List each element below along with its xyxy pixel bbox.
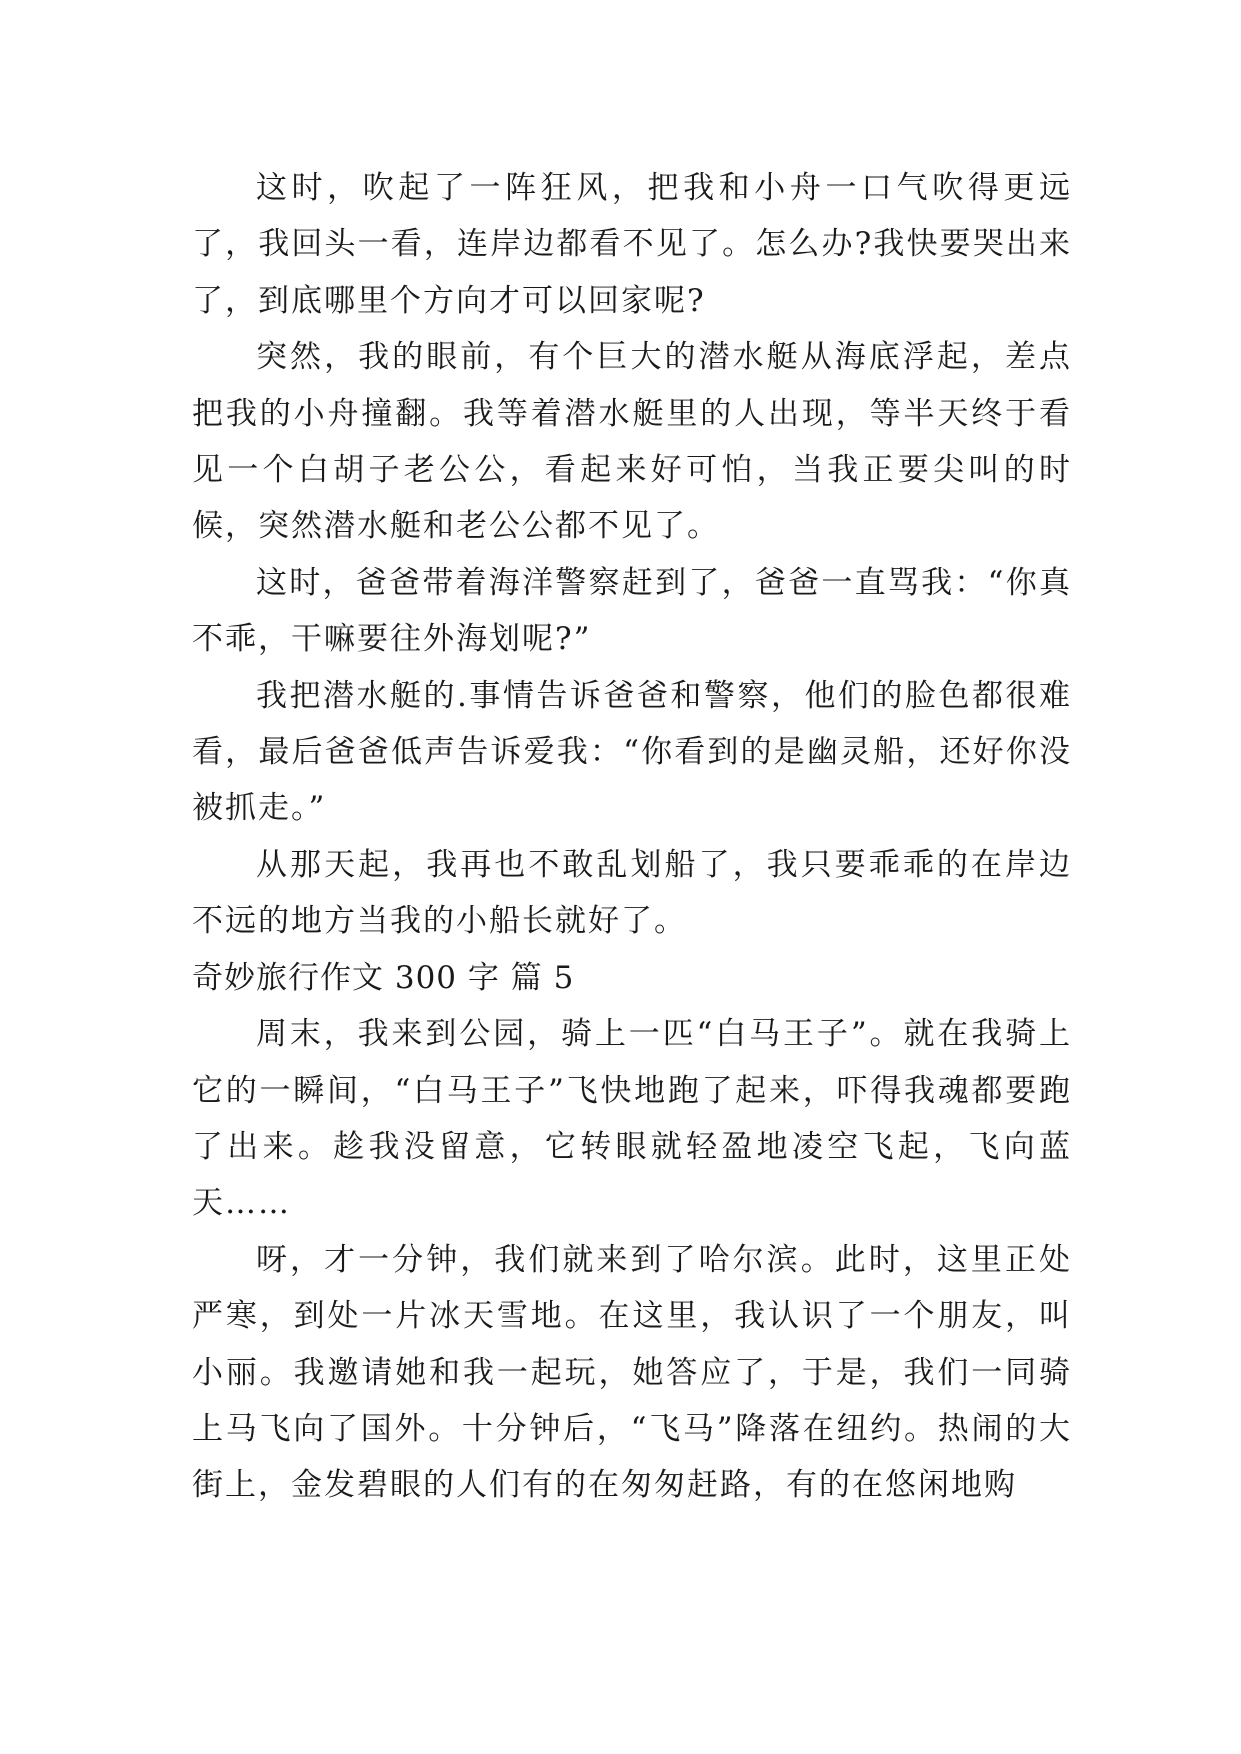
paragraph: 周末，我来到公园，骑上一匹“白马王子”。就在我骑上它的一瞬间，“白马王子”飞快地跑了起来，吓得我魂都要跑了出来。趁我没留意，它转眼就轻盈地凌空飞起，飞向蓝天…… [192,1016,1072,1222]
paragraph: 这时，吹起了一阵狂风，把我和小舟一口气吹得更远了，我回头一看，连岸边都看不见了。怎么办?我快要哭出来了，到底哪里个方向才可以回家呢? [192,170,1072,319]
paragraph: 这时，爸爸带着海洋警察赶到了，爸爸一直骂我：“你真不乖，干嘛要往外海划呢?” [192,564,1072,658]
section-heading: 奇妙旅行作文 300 字 篇 5 [192,959,575,996]
paragraph: 呀，才一分钟，我们就来到了哈尔滨。此时，这里正处严寒，到处一片冰天雪地。在这里，我认识了一个朋友，叫小丽。我邀请她和我一起玩，她答应了，于是，我们一同骑上马飞向了国外。十分钟后，“飞马”降落在纽约。热闹的大街上，金发碧眼的人们有的在匆匆赶路，有的在悠闲地购 [192,1241,1072,1504]
paragraph: 突然，我的眼前，有个巨大的潜水艇从海底浮起，差点把我的小舟撞翻。我等着潜水艇里的人出现，等半天终于看见一个白胡子老公公，看起来好可怕，当我正要尖叫的时候，突然潜水艇和老公公都不见了。 [192,339,1072,545]
paragraph: 从那天起，我再也不敢乱划船了，我只要乖乖的在岸边不远的地方当我的小船长就好了。 [192,846,1072,940]
document-body [192,160,1072,1514]
paragraph: 我把潜水艇的.事情告诉爸爸和警察，他们的脸色都很难看，最后爸爸低声告诉爱我：“你看到的是幽灵船，还好你没被抓走。” [192,677,1072,827]
